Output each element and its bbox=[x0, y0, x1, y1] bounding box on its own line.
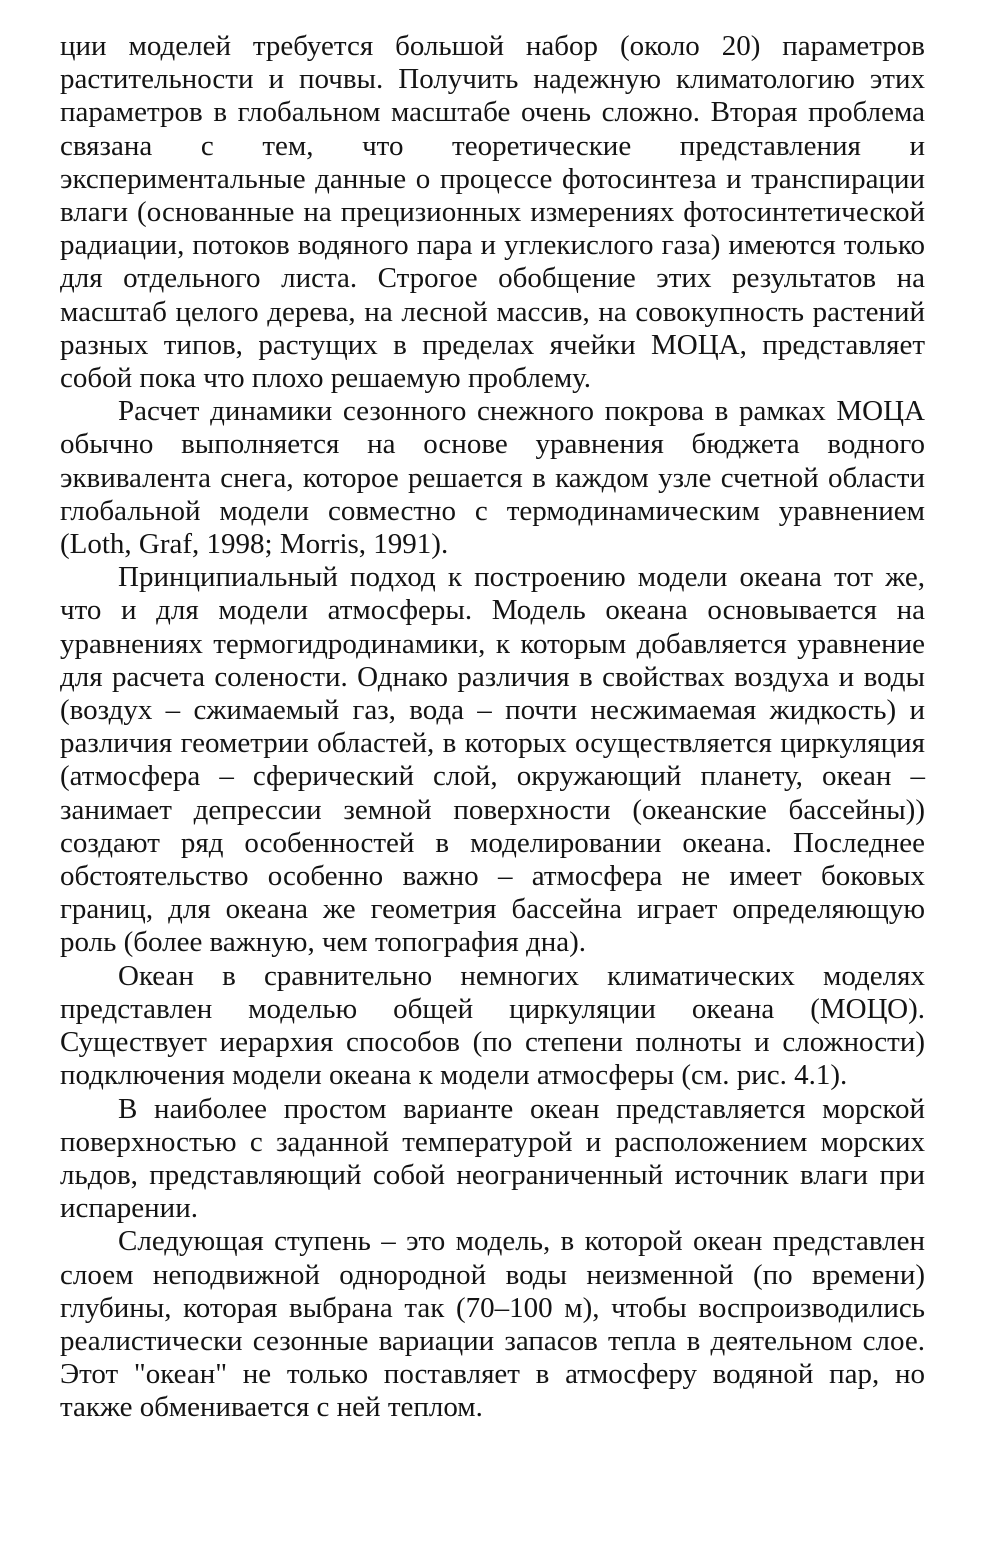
paragraph-vegetation-parameters: ции моделей требуется большой набор (около 20) параметров растительности и почвы. Получить надежную климатологию этих параметров в глобальном масштабе очень сложно. Вторая проблема связана с тем, что теоретические представления и экспериментальные данные о процессе фотосинтеза и транспирации влаги (основанные на прецизионных измерениях фотосинтетической радиации, потоков водяного пара и углекислого газа) имеются только для отдельного листа. Строгое обобщение этих результатов на масштаб целого дерева, на лесной массив, на совокупность растений разных типов, растущих в пределах ячейки МОЦА, представляет собой пока что плохо решаемую проблему. bbox=[60, 30, 925, 395]
paragraph-snow-cover: Расчет динамики сезонного снежного покрова в рамках МОЦА обычно выполняется на основе уравнения бюджета водного эквивалента снега, которое решается в каждом узле счетной области глобальной модели совместно с термодинамическим уравнением (Loth, Graf, 1998; Morris, 1991). bbox=[60, 395, 925, 561]
paragraph-ocean-model-approach: Принципиальный подход к построению модели океана тот же, что и для модели атмосферы. Модель океана основывается на уравнениях термогидродинамики, к которым добавляется уравнение для расчета солености. Однако различия в свойствах воздуха и воды (воздух – сжимаемый газ, вода – почти несжимаемая жидкость) и различия геометрии областей, в которых осуществляется циркуляция (атмосфера – сферический слой, окружающий планету, океан – занимает депрессии земной поверхности (океанские бассейны)) создают ряд особенностей в моделировании океана. Последнее обстоятельство особенно важно – атмосфера не имеет боковых границ, для океана же геометрия бассейна играет определяющую роль (более важную, чем топография дна). bbox=[60, 561, 925, 959]
paragraph-simplest-ocean: В наиболее простом варианте океан представляется морской поверхностью с заданной температурой и расположением морских льдов, представляющий собой неограниченный источник влаги при испарении. bbox=[60, 1092, 925, 1225]
page-text bbox=[60, 30, 925, 1425]
paragraph-slab-ocean: Следующая ступень – это модель, в которой океан представлен слоем неподвижной однородной воды неизменной (по времени) глубины, которая выбрана так (70–100 м), чтобы воспроизводились реалистически сезонные вариации запасов тепла в деятельном слое. Этот "океан" не только поставляет в атмосферу водяной пар, но также обменивается с ней теплом. bbox=[60, 1225, 925, 1424]
paragraph-ocean-circulation-model: Океан в сравнительно немногих климатических моделях представлен моделью общей циркуляции океана (МОЦО). Существует иерархия способов (по степени полноты и сложности) подключения модели океана к модели атмосферы (см. рис. 4.1). bbox=[60, 959, 925, 1092]
